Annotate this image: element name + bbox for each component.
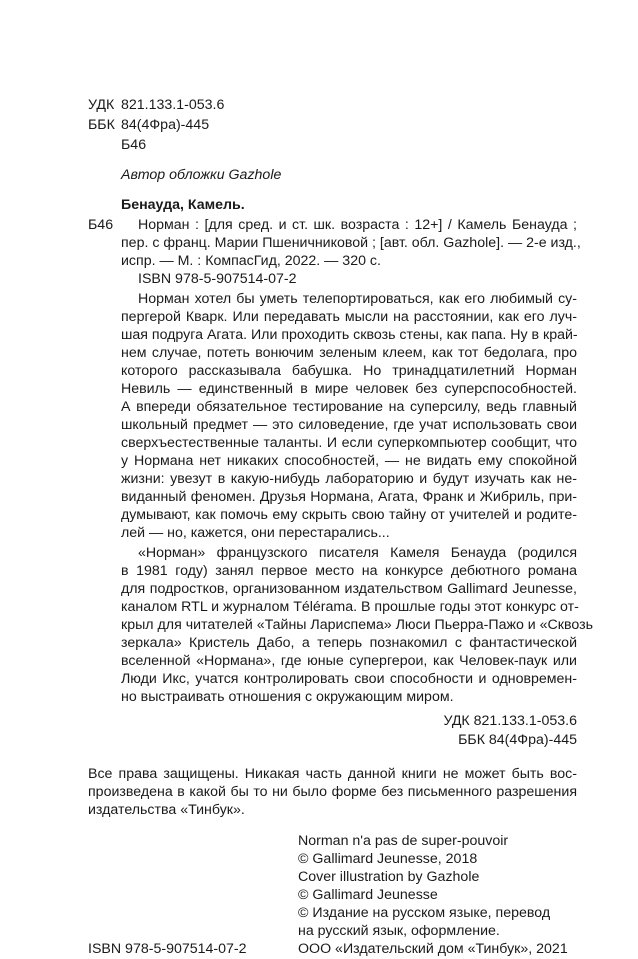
- copyright-line: на русский язык, оформление.: [298, 923, 500, 939]
- isbn-bottom: ISBN 978-5-907514-07-2: [88, 941, 247, 957]
- cover-author: Автор обложки Gazhole: [121, 167, 282, 183]
- annotation-line: А впереди обязательное тестирование на суперсилу, ведь главный: [121, 399, 577, 415]
- bbk-bottom: ББК 84(4Фра)-445: [458, 732, 577, 748]
- copyright-line: © Gallimard Jeunesse, 2018: [298, 851, 478, 867]
- bbk-value: 84(4Фра)-445: [121, 117, 210, 133]
- udk-value: 821.133.1-053.6: [121, 97, 225, 113]
- annotation-line: которого рассказывала бабушка. Но тринадцатилетний Норман: [121, 363, 577, 379]
- author-mark: Б46: [121, 137, 147, 153]
- udk-bottom: УДК 821.133.1-053.6: [443, 713, 577, 729]
- annotation-line: Норман хотел бы уметь телепортироваться, как его любимый су-: [138, 291, 577, 307]
- card-isbn: ISBN 978-5-907514-07-2: [138, 271, 297, 287]
- annotation-line: думывают, как помочь ему скрыть свою тайну от учителей и родите-: [121, 507, 577, 523]
- annotation-line: виданный феномен. Друзья Нормана, Агата, Франк и Жибриль, при-: [121, 489, 577, 505]
- copyright-line: Cover illustration by Gazhole: [298, 869, 480, 885]
- annotation-line: Невиль — единственный в мире человек без суперспособностей.: [121, 381, 577, 397]
- annotation-line: крыл для читателей «Тайны Лариспема» Люси Пьерра-Пажо и «Сквозь: [121, 617, 594, 633]
- annotation-line: у Нормана нет никаких способностей, — не видать ему спокойной: [121, 453, 577, 469]
- card-mark: Б46: [88, 217, 114, 233]
- udk-label: УДК: [88, 97, 115, 113]
- annotation-line: вселенной «Нормана», где юные супергерои, как Человек-паук или: [121, 653, 577, 669]
- annotation-line: зеркала» Кристель Дабо, а теперь познакомил с фантастической: [121, 635, 577, 651]
- card-heading: Бенауда, Камель.: [121, 197, 245, 213]
- annotation-line: школьный предмет — это силоведение, где учат использовать свои: [121, 417, 577, 433]
- annotation-line: для подростков, организованном издательством Gallimard Jeunesse,: [121, 581, 577, 597]
- bib-line: Норман : [для сред. и ст. шк. возраста : 12+] / Камель Бенауда ;: [138, 217, 577, 233]
- annotation-line: Люди Икс, учатся контролировать свои способности и одновремен-: [121, 671, 577, 687]
- bbk-label: ББК: [88, 117, 115, 133]
- annotation-line: лей — но, кажется, они перестарались...: [121, 525, 390, 541]
- annotation-line: шая подруга Агата. Или проходить сквозь стены, как папа. Ну в край-: [121, 327, 578, 343]
- annotation-line: нем случае, потеть вонючим зеленым клеем, как тот бедолага, про: [121, 345, 577, 361]
- copyright-line: © Издание на русском языке, перевод: [298, 905, 551, 921]
- annotation-line: каналом RTL и журналом Télérama. В прошлые годы этот конкурс от-: [121, 599, 579, 615]
- annotation-line: но выстраивать отношения с окружающим миром.: [121, 689, 454, 705]
- copyright-line: © Gallimard Jeunesse: [298, 887, 438, 903]
- bib-line: пер. с франц. Марии Пшеничниковой ; [авт. обл. Gazhole]. — 2-е изд.,: [121, 235, 581, 251]
- annotation-line: жизни: увезут в какую-нибудь лабораторию и будут изучать как не-: [121, 471, 577, 487]
- copyright-line: ООО «Издательский дом «Тинбук», 2021: [298, 941, 568, 957]
- annotation-line: «Норман» французского писателя Камеля Бенауда (родился: [138, 545, 577, 561]
- annotation-line: пергерой Кварк. Или передавать мысли на расстоянии, как его луч-: [121, 309, 577, 325]
- annotation-line: в 1981 году) занял первое место на конкурсе дебютного романа: [121, 563, 577, 579]
- bib-line: испр. — М. : КомпасГид, 2022. — 320 с.: [121, 253, 381, 269]
- rights-line: Все права защищены. Никакая часть данной книги не может быть вос-: [88, 766, 577, 782]
- annotation-line: сверхъестественные таланты. И если суперкомпьютер сообщит, что: [121, 435, 577, 451]
- copyright-line: Norman n'a pas de super-pouvoir: [298, 833, 509, 849]
- rights-line: издательства «Тинбук».: [88, 802, 245, 818]
- rights-line: произведена в какой бы то ни было форме без письменного разрешения: [88, 784, 577, 800]
